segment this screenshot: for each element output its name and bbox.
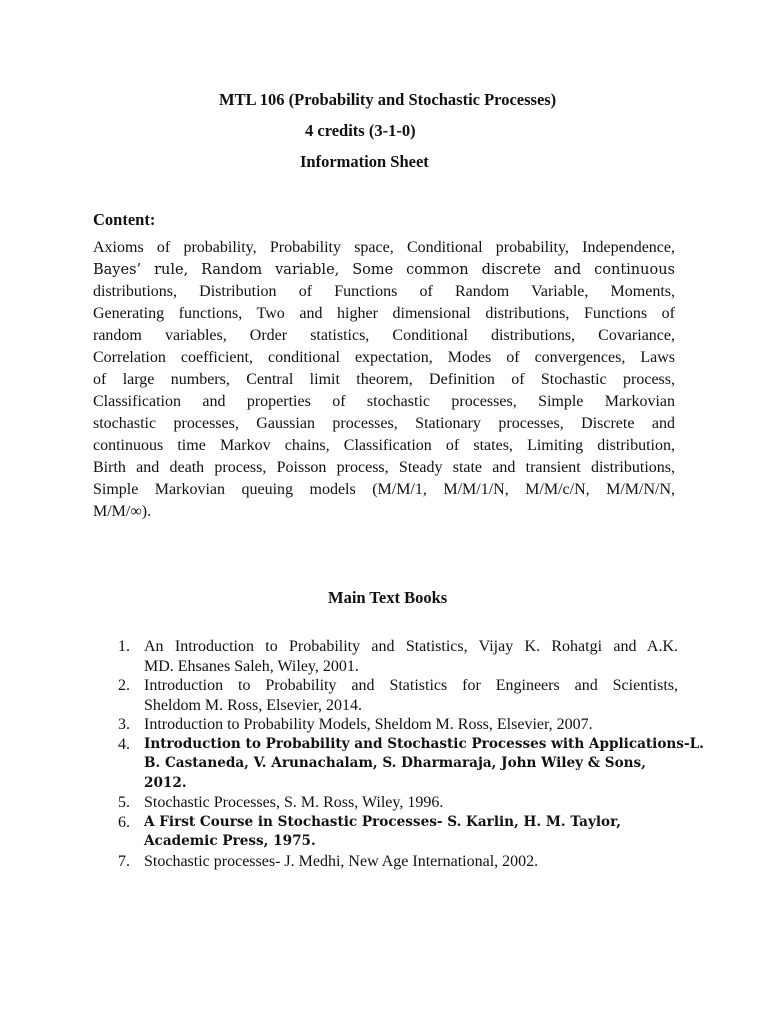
book-number: 2. <box>118 677 130 694</box>
content-line: Bayes’ rule, Random variable, Some common discrete and continuous <box>93 262 675 278</box>
book-item <box>118 793 678 813</box>
book-item <box>118 852 678 872</box>
content-line: distributions, Distribution of Functions of Random Variable, Moments, <box>93 283 675 300</box>
book-line: An Introduction to Probability and Statistics, Vijay K. Rohatgi and A.K. <box>144 638 678 655</box>
book-number: 6. <box>118 813 130 831</box>
book-item <box>118 813 678 852</box>
book-list <box>118 637 704 871</box>
content-line: Axioms of probability, Probability space, Conditional probability, Independence, <box>93 239 675 256</box>
book-number: 3. <box>118 716 130 733</box>
book-item <box>118 715 678 735</box>
course-title: MTL 106 (Probability and Stochastic Processes) <box>219 90 557 109</box>
content-line: random variables, Order statistics, Conditional distributions, Covariance, <box>93 327 675 344</box>
book-item <box>118 637 678 676</box>
content-line: Birth and death process, Poisson process, Steady state and transient distributions, <box>93 459 675 476</box>
course-credits: 4 credits (3-1-0) <box>305 121 416 140</box>
book-item <box>118 676 678 715</box>
content-paragraph <box>93 237 675 523</box>
book-line: B. Castaneda, V. Arunachalam, S. Dharmaraja, John Wiley & Sons, <box>144 755 646 771</box>
content-line: Classification and properties of stochastic processes, Simple Markovian <box>93 393 675 410</box>
book-number: 1. <box>118 638 130 655</box>
book-line: Sheldom M. Ross, Elsevier, 2014. <box>144 696 363 714</box>
content-line: continuous time Markov chains, Classification of states, Limiting distribution, <box>93 437 675 454</box>
book-line: Stochastic processes- J. Medhi, New Age International, 2002. <box>144 852 539 870</box>
book-text <box>144 852 678 872</box>
book-text <box>144 813 678 852</box>
book-line: A First Course in Stochastic Processes- S. Karlin, H. M. Taylor, <box>144 813 622 830</box>
content-line: Simple Markovian queuing models (M/M/1, M/M/1/N, M/M/c/N, M/M/N/N, <box>93 481 675 498</box>
book-line: Stochastic Processes, S. M. Ross, Wiley, 1996. <box>144 794 444 811</box>
book-line: MD. Ehsanes Saleh, Wiley, 2001. <box>144 657 359 675</box>
book-number: 7. <box>118 852 130 870</box>
book-line: Introduction to Probability Models, Sheldom M. Ross, Elsevier, 2007. <box>144 716 593 733</box>
book-number: 5. <box>118 794 130 811</box>
title-block <box>0 84 768 177</box>
book-text <box>144 793 678 813</box>
book-line: Introduction to Probability and Stochastic Processes with Applications-L. <box>144 735 704 752</box>
content-line: stochastic processes, Gaussian processes, Stationary processes, Discrete and <box>93 415 675 432</box>
book-text <box>144 676 678 715</box>
books-heading: Main Text Books <box>328 588 448 607</box>
content-line: Correlation coefficient, conditional expectation, Modes of convergences, Laws <box>93 349 675 366</box>
content-line: of large numbers, Central limit theorem, Definition of Stochastic process, <box>93 371 675 388</box>
book-number: 4. <box>118 735 130 753</box>
book-line: Academic Press, 1975. <box>144 833 316 849</box>
sheet-title: Information Sheet <box>300 152 429 171</box>
content-line: M/M/∞). <box>93 503 152 520</box>
book-text <box>144 637 678 676</box>
book-line: 2012. <box>144 774 187 791</box>
book-text <box>144 715 678 735</box>
content-heading: Content: <box>93 210 156 229</box>
book-item <box>118 735 704 794</box>
book-line: Introduction to Probability and Statistics for Engineers and Scientists, <box>144 677 678 694</box>
content-line: Generating functions, Two and higher dimensional distributions, Functions of <box>93 305 675 322</box>
book-text <box>144 735 704 794</box>
